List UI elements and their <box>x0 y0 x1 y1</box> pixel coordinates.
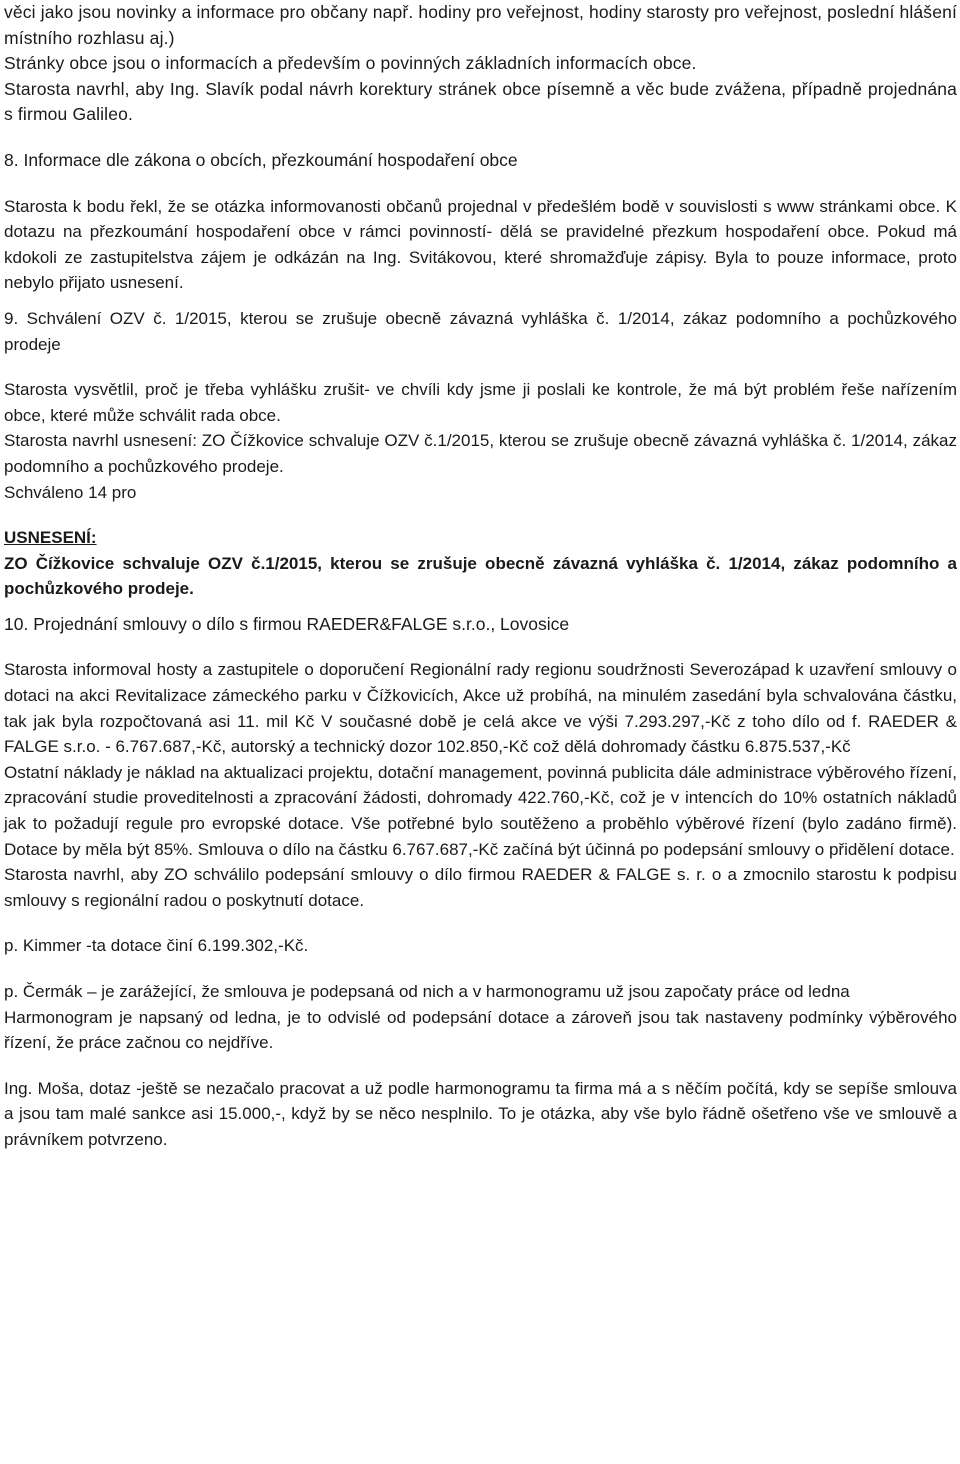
kimmer-remark: p. Kimmer -ta dotace činí 6.199.302,-Kč. <box>4 936 309 956</box>
section-10-heading: 10. Projednání smlouvy o dílo s firmou RAEDER&FALGE s.r.o., Lovosice <box>4 613 570 634</box>
harmonogram-reply: Harmonogram je napsaný od ledna, je to odvislé od podepsání dotace a zároveň jsou tak nastaveny podmínky výběrového řízení, že práce začnou co nejdříve. <box>4 1007 957 1053</box>
intro-section <box>4 0 957 128</box>
resolution-text: ZO Čížkovice schvaluje OZV č.1/2015, kterou se zrušuje obecně závazná vyhláška č. 1/2014, zákaz podomního a pochůzkového prodeje. <box>4 553 957 599</box>
section-8 <box>4 148 957 296</box>
section-10 <box>4 612 957 1153</box>
section-9-vote: Schváleno 14 pro <box>4 482 137 502</box>
document-page <box>4 0 957 1153</box>
intro-paragraph-2: Stránky obce jsou o informacích a především o povinných základních informacích obce. <box>4 53 697 74</box>
section-9 <box>4 306 957 602</box>
cermak-remark: p. Čermák – je zarážející, že smlouva je podepsaná od nich a v harmonogramu už jsou započaty práce od ledna <box>4 982 850 1001</box>
section-9-text-1: Starosta vysvětlil, proč je třeba vyhlášku zrušit- ve chvíli kdy jsme ji poslali ke kontrole, že má být problém řeše nařízením obce, které může schválit rada obce. <box>4 380 957 425</box>
section-10-text-2: Ostatní náklady je náklad na aktualizaci projektu, dotační management, povinná publicita dále administrace výběrového řízení, zpracování studie proveditelnosti a zpracování žádosti, dohromady 422.760,-Kč, což je v intencích do 10% ostatních nákladů jak to požadují regule pro evropské dotace. Vše potřebné bylo soutěženo a proběhlo výběrové řízení (bylo zadáno firmě). Dotace by měla být 85%. Smlouva o dílo na částku 6.767.687,-Kč začíná být účinná po podepsání smlouvy o přidělení dotace. <box>4 762 957 859</box>
section-9-heading: 9. Schválení OZV č. 1/2015, kterou se zrušuje obecně závazná vyhláška č. 1/2014, zákaz podomního a pochůzkového prodeje <box>4 308 957 354</box>
section-10-text-3: Starosta navrhl, aby ZO schválilo podepsání smlouvy o dílo firmou RAEDER & FALGE s. r. o a zmocnilo starostu k podpisu smlouvy s regionální radou o poskytnutí dotace. <box>4 865 957 910</box>
section-9-text-2: Starosta navrhl usnesení: ZO Čížkovice schvaluje OZV č.1/2015, kterou se zrušuje obecně závazná vyhláška č. 1/2014, zákaz podomního a pochůzkového prodeje. <box>4 431 957 476</box>
section-8-text: Starosta k bodu řekl, že se otázka informovanosti občanů projednal v předešlém bodě v souvislosti s www stránkami obce. K dotazu na přezkoumání hospodaření obce v rámci povinností- dělá se pravidelné přezkum hospodaření obce. Pokud má kdokoli ze zastupitelstva zájem je odkázán na Ing. Svitákovou, které shromažďuje zápisy. Byla to pouze informace, proto nebylo přijato usnesení. <box>4 196 957 293</box>
section-8-heading: 8. Informace dle zákona o obcích, přezkoumání hospodaření obce <box>4 149 518 170</box>
mosa-remark: Ing. Moša, dotaz -ještě se nezačalo pracovat a už podle harmonogramu ta firma má a s něčím počítá, kdy se sepíše smlouva a jsou tam malé sankce asi 15.000,-, když by se něco nesplnilo. To je otázka, aby vše bylo řádně ošetřeno vše ve smlouvě a právníkem potvrzeno. <box>4 1078 957 1149</box>
resolution-label: USNESENÍ: <box>4 528 97 548</box>
intro-paragraph-1: věci jako jsou novinky a informace pro občany např. hodiny pro veřejnost, hodiny starosty pro veřejnost, poslední hlášení místního rozhlasu aj.) <box>4 2 957 48</box>
intro-paragraph-3: Starosta navrhl, aby Ing. Slavík podal návrh korektury stránek obce písemně a věc bude zvážena, případně projednána s firmou Galileo. <box>4 78 957 125</box>
section-10-text-1: Starosta informoval hosty a zastupitele o doporučení Regionální rady regionu soudržnosti Severozápad k uzavření smlouvy o dotaci na akci Revitalizace zámeckého parku v Čížkovicích, Akce už probíhá, na minulém zasedání byla schvalována částku, tak jak byla rozpočtovaná asi 11. mil Kč V současné době je celá akce ve výši 7.293.297,-Kč z toho dílo od f. RAEDER & FALGE s.r.o. - 6.767.687,-Kč, autorský a technický dozor 102.850,-Kč což dělá dohromady částku 6.875.537,-Kč <box>4 660 957 757</box>
